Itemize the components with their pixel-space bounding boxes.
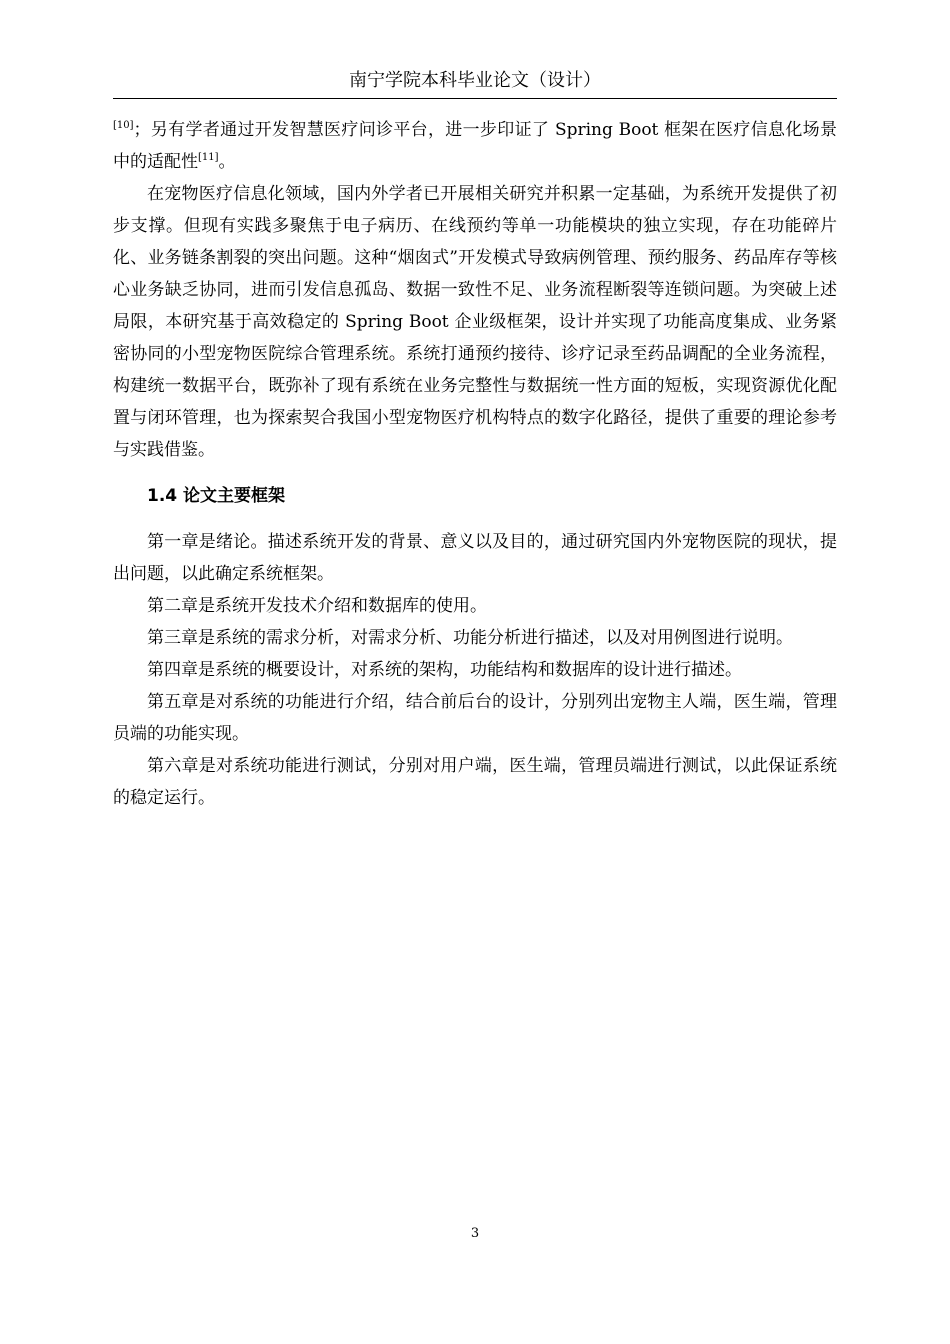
chapter-paragraph: 第一章是绪论。描述系统开发的背景、意义以及目的，通过研究国内外宠物医院的现状，提出问题，以此确定系统框架。	[113, 532, 837, 584]
citation-ref: [10]	[113, 120, 134, 131]
chapter-paragraph: 第六章是对系统功能进行测试，分别对用户端，医生端，管理员端进行测试，以此保证系统的稳定运行。	[113, 756, 837, 808]
continuation-paragraph	[113, 114, 837, 178]
paragraph-text: 。	[218, 152, 236, 172]
chapter-paragraph: 第五章是对系统的功能进行介绍，结合前后台的设计，分别列出宠物主人端，医生端，管理员端的功能实现。	[113, 692, 837, 744]
body-paragraph: 在宠物医疗信息化领域，国内外学者已开展相关研究并积累一定基础，为系统开发提供了初步支撑。但现有实践多聚焦于电子病历、在线预约等单一功能模块的独立实现，存在功能碎片化、业务链条割裂的突出问题。这种“烟囱式”开发模式导致病例管理、预约服务、药品库存等核心业务缺乏协同，进而引发信息孤岛、数据一致性不足、业务流程断裂等连锁问题。为突破上述局限，本研究基于高效稳定的 Spring Boot 企业级框架，设计并实现了功能高度集成、业务紧密协同的小型宠物医院综合管理系统。系统打通预约接待、诊疗记录至药品调配的全业务流程，构建统一数据平台，既弥补了现有系统在业务完整性与数据统一性方面的短板，实现资源优化配置与闭环管理，也为探索契合我国小型宠物医疗机构特点的数字化路径，提供了重要的理论参考与实践借鉴。	[113, 184, 837, 460]
chapter-paragraph: 第二章是系统开发技术介绍和数据库的使用。	[147, 596, 487, 616]
chapter-paragraph: 第三章是系统的需求分析，对需求分析、功能分析进行描述，以及对用例图进行说明。	[147, 628, 793, 648]
citation-ref: [11]	[198, 152, 219, 163]
section-heading: 1.4 论文主要框架	[147, 486, 286, 506]
header-title: 南宁学院本科毕业论文（设计）	[349, 70, 601, 91]
chapter-paragraph: 第四章是系统的概要设计，对系统的架构，功能结构和数据库的设计进行描述。	[147, 660, 742, 680]
page-number: 3	[470, 1226, 480, 1241]
body-text	[113, 114, 837, 814]
paragraph-text: ；另有学者通过开发智慧医疗问诊平台，进一步印证了 Spring Boot 框架在医疗信息化场景中的适配性	[113, 120, 837, 172]
page-header	[113, 66, 837, 99]
